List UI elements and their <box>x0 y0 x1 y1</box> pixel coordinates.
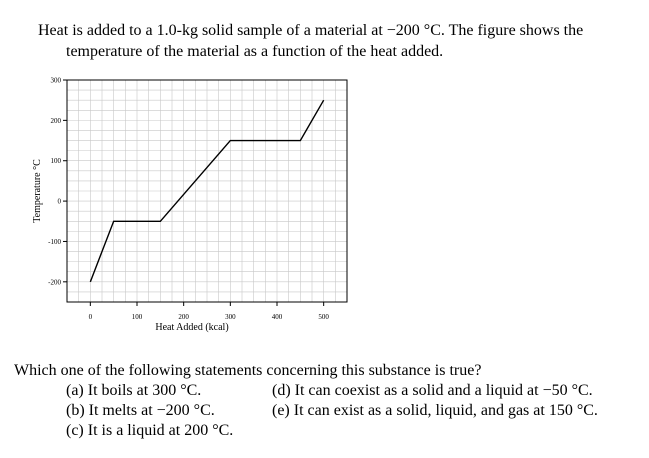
x-tick-label-200: 200 <box>178 313 189 321</box>
x-tick-label-0: 0 <box>88 313 93 321</box>
y-tick-label--100: -100 <box>48 237 61 246</box>
x-tick-label-100: 100 <box>131 313 143 321</box>
option-b: (b) It melts at −200 °C. <box>66 402 215 419</box>
y-axis-label: Temperature °C <box>32 159 43 223</box>
x-axis-label: Heat Added (kcal) <box>155 322 229 333</box>
x-tick-label-500: 500 <box>318 313 329 321</box>
problem-intro <box>38 20 638 62</box>
temperature-chart <box>30 72 360 347</box>
question-text: Which one of the following statements concerning this substance is true? <box>14 362 482 379</box>
y-tick-label-200: 200 <box>50 116 61 125</box>
intro-line-2: temperature of the material as a function of the heat added. <box>66 43 444 60</box>
option-a: (a) It boils at 300 °C. <box>66 382 202 399</box>
chart-svg <box>30 72 360 342</box>
y-tick-label--200: -200 <box>48 278 61 287</box>
y-tick-label-300: 300 <box>50 76 61 85</box>
option-e: (e) It can exist as a solid, liquid, and gas at 150 °C. <box>272 402 598 419</box>
x-tick-label-400: 400 <box>271 313 283 321</box>
options-right-column <box>272 381 598 421</box>
y-tick-label-100: 100 <box>50 157 61 166</box>
options-left-column <box>66 381 233 441</box>
intro-line-1: Heat is added to a 1.0-kg solid sample of a material at −200 °C. The figure shows the <box>38 22 584 39</box>
y-tick-label-0: 0 <box>57 197 61 206</box>
option-c: (c) It is a liquid at 200 °C. <box>66 422 234 439</box>
x-tick-label-300: 300 <box>225 313 236 321</box>
option-d: (d) It can coexist as a solid and a liquid at −50 °C. <box>272 382 593 399</box>
chart-grid <box>67 80 347 302</box>
